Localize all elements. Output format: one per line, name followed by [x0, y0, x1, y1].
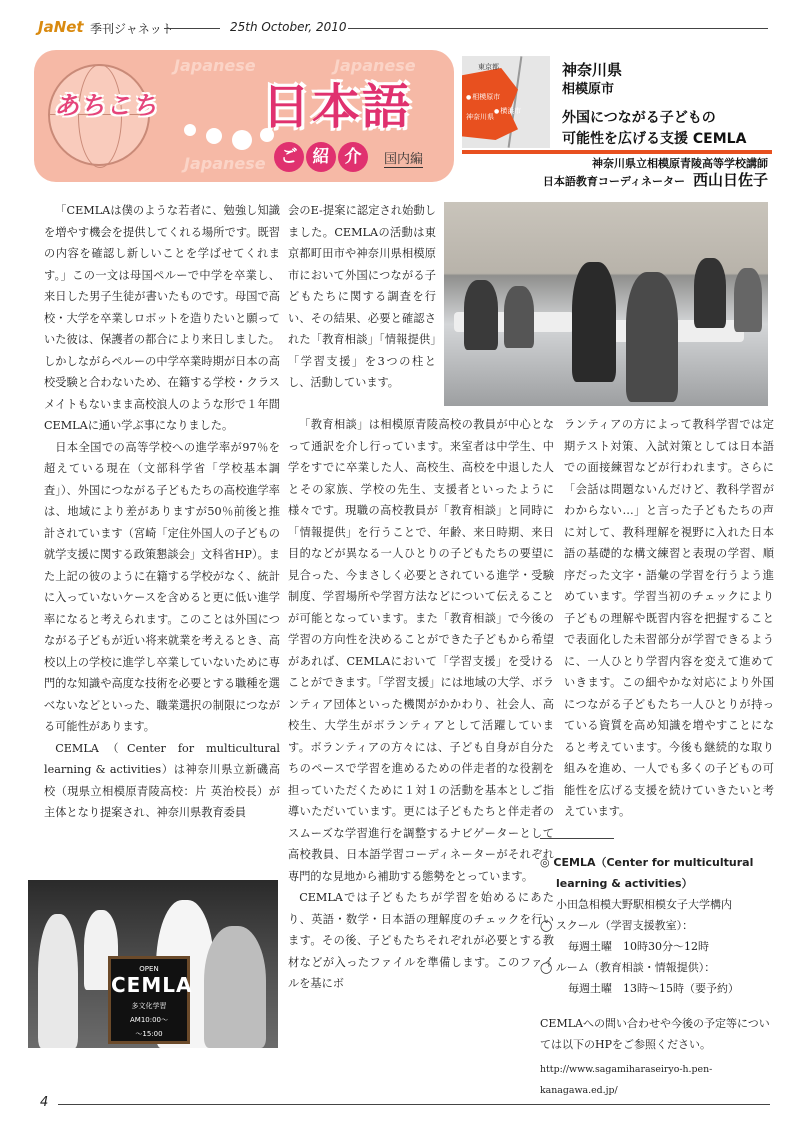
sign-cemla-logo: CEMLA: [111, 973, 193, 997]
journal-name: 季刊ジャネット: [90, 22, 174, 36]
map-label-tokyo: 東京都: [478, 63, 499, 71]
edition-label: 国内編: [384, 148, 423, 168]
location-map: [462, 56, 550, 148]
page-header: [38, 18, 768, 40]
article-paragraph: 日本全国での高等学校への進学率が97％を超えている現在（文部科学省「学校基本調査」）、外国につながる子どもたちの高校進学率は、地域により差がありますが50％前後と推計されています（宮崎「定住外国人の子どもの就学支援に関する政策懇談会」文科省HP）。また上記の彼のように在籍する学校がなく、統計に入っていないケースを含めると更に低い進学率になると考えられます。このことは外国につながる子どもが近い将来就業を考えるとき、高校以上の学校に進学し卒業していないために専門的な知識や高度な技術を必要とする職種を選べないなどといった、職業選択の制限につながる可能性があります。: [44, 440, 280, 733]
org-name: ◎ CEMLA（Center for multicultural: [540, 856, 754, 869]
contact-note: CEMLAへの問い合わせや今後の予定等については以下のHPをご参照ください。: [540, 1017, 770, 1051]
article-column-2: [288, 414, 554, 995]
banner-bg-word: Japanese: [174, 56, 256, 75]
group-photo: [28, 880, 278, 1048]
series-banner: [34, 50, 454, 182]
header-rule-long: [348, 28, 768, 29]
author-role-2: 日本語教育コーディネーター: [542, 175, 685, 188]
info-rule: [540, 838, 614, 839]
sign-time-2: 〜15:00: [135, 1030, 163, 1038]
header-rule: [164, 28, 220, 29]
location-block: [562, 60, 772, 150]
cemla-sign-board: [108, 956, 193, 1044]
pill-char: ご: [274, 142, 304, 172]
article-column-1: [44, 200, 280, 824]
janet-logo: JaNet: [38, 18, 84, 36]
city: 相模原市: [562, 82, 615, 97]
map-land: [462, 68, 518, 140]
banner-bg-word: Japanese: [334, 56, 416, 75]
author-role: 神奈川県立相模原青陵高等学校講師: [592, 157, 768, 170]
org-name-2: learning & activities）: [556, 877, 693, 890]
issue-date: 25th October, 2010: [230, 20, 347, 34]
org-address: 小田急相模大野駅相模女子大学構内: [556, 898, 732, 911]
sign-open-text: OPEN: [139, 965, 159, 973]
sign-subtext: 多文化学習: [131, 1002, 167, 1010]
article-paragraph: 「CEMLAは僕のような若者に、勉強し知識を増やす機会を提供してくれる場所です。既習の内容を確認し新しいことを学ばせてくれます。」この一文は母国ペルーで中学を卒業し、来日した男子生徒が書いたものです。母国で高校・大学を卒業しロボットを造りたいと願っていた彼は、保護者の都合により来日しました。しかしながらペルーの中学卒業時期が日本の高校受験と合わないため、在籍する学校・クラスメイトもないまま高校浪人のような形で１年間CEMLAに通い学ぶ事になりました。: [44, 204, 280, 432]
sign-time-1: AM10:00〜: [129, 1016, 168, 1024]
pill-char: 紹: [306, 142, 336, 172]
page-number: 4: [40, 1095, 49, 1110]
website-url[interactable]: http://www.sagamiharaseiryo-h.pen-kanagawa.ed.jp/: [540, 1064, 713, 1096]
article-subtitle-line2: 可能性を広げる支援 CEMLA: [562, 131, 747, 147]
pill-char: 介: [338, 142, 368, 172]
map-label-yokohama: ● 横浜市: [494, 106, 521, 116]
banner-bg-word: Japanese: [184, 154, 266, 173]
school-label: ◯ スクール（学習支援教室）：: [540, 919, 694, 932]
map-label-kanagawa: 神奈川県: [466, 113, 494, 121]
banner-title: 日本語: [262, 79, 413, 135]
footer-rule: [58, 1104, 770, 1105]
article-paragraph: 「教育相談」は相模原青陵高校の教員が中心となって通訳を介し行っています。来室者は中学生、中学をすでに卒業した人、高校生、高校を中退した人とその家族、学校の先生、支援者といったように様々です。現職の高校教員が「教育相談」と同時に「情報提供」を行うことで、年齢、来日時期、来日目的などが異なる一人ひとりの子どもたちの要望に見合った、今まさしく必要とされている進学・受験制度、学習場所や学習方法などについて伝えることが可能となっています。また「教育相談」で今後の学習の方向性を決めることができた子どもから希望があれば、CEMLAにおいて「学習支援」を受けることができます。「学習支援」には地域の大学、ボランティア団体といった機関がかかわり、社会人、高校生、大学生がボランティアとして活躍しています。ボランティアの方々には、子ども自身が自分たちのペースで学習を進めるための伴走者的な役割を担っていただくために１対１の活動を基本としご指導いただいています。更には子どもたちと伴走者のスムーズな学習進行を調整するナビゲーターとして高校教員、日本語学習コーディネーターがそれぞれ専門的な見地から補助する態勢をとっています。: [288, 418, 554, 883]
info-block: [540, 852, 780, 1101]
prefecture: 神奈川県: [562, 61, 623, 79]
room-label: ◯ ルーム（教育相談・情報提供）：: [540, 961, 716, 974]
map-label-sagamihara: ● 相模原市: [466, 92, 500, 102]
article-paragraph: CEMLA（Center for multicultural learning & activities）は神奈川県立新磯高校（現県立相模原青陵高校：片 英治校長）が主体となり提案され、神奈川県教育委員: [44, 741, 280, 819]
article-column-3: [564, 414, 774, 823]
author-name: 西山日佐子: [692, 171, 768, 189]
article-paragraph: CEMLAでは子どもたちが学習を始めるにあたり、英語・数学・日本語の理解度のチェックを行います。その後、子どもたちそれぞれが必要とする教材などが入ったファイルを準備します。このファイルを基にボ: [288, 891, 554, 990]
article-paragraph: ランティアの方によって教科学習では定期テスト対策、入試対策としては日本語での面接練習などが行われます。さらに「会話は問題ないんだけど、教科学習がわからない…」と言った子どもたちの声に対して、教科理解を視野に入れた日本語の基礎的な構文練習と表現の学習、順序だった文字・語彙の学習を行うよう進めています。学習当初のチェックにより子どもの理解や既習内容を把握することで表面化した未習部分が学習できるように、一人ひとり学習内容を変えて進めていきます。この細やかな対応により外国につながる子どもたち一人ひとりが持っている資質を高め知識を増やすことになると考えています。今後も継続的な取り組みを進め、一人でも多くの子どもの可能性を広げる支援を続けていきたいと考えています。: [564, 418, 774, 818]
article-paragraph: 会のE-提案に認定され始動しました。CEMLAの活動は東京都町田市や神奈川県相模原市において外国につながる子どもたちに関する調査を行い、その結果、必要と確認された「教育相談」「情報提供」「学習支援」を3つの柱とし、活動しています。: [288, 204, 436, 389]
article-column-2-top: [288, 200, 436, 394]
banner-pills: [274, 142, 370, 172]
school-time: 毎週土曜 10時30分～12時: [568, 940, 709, 953]
article-subtitle-line1: 外国につながる子どもの: [562, 110, 716, 126]
series-name: あちこち: [54, 91, 159, 120]
accent-bar: [462, 150, 772, 154]
room-time: 毎週土曜 13時～15時（要予約）: [568, 982, 739, 995]
author-block: [462, 156, 768, 190]
classroom-photo: [444, 202, 768, 406]
